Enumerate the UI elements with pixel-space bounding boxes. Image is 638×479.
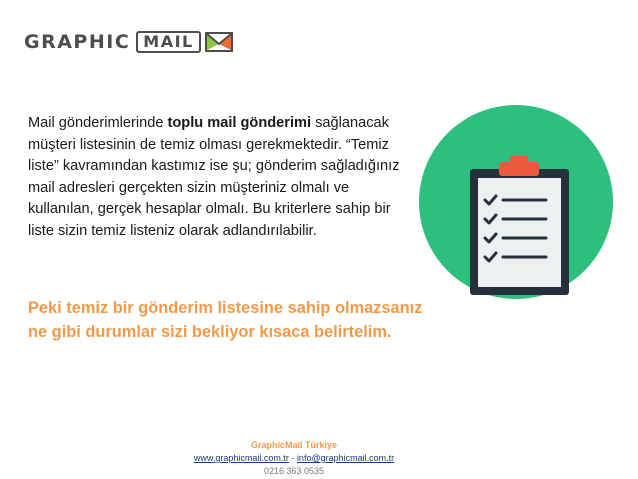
- brand-logo: [24, 30, 233, 54]
- intro-bold-phrase: toplu mail gönderimi: [167, 115, 312, 131]
- footer-company: GraphicMail Türkiye: [250, 440, 338, 450]
- footer-links: [0, 452, 613, 465]
- clipboard-checklist-icon: [416, 102, 616, 302]
- envelope-icon: [205, 31, 233, 53]
- intro-paragraph: [28, 113, 413, 243]
- email-link[interactable]: info@graphicmail.com.tr: [296, 453, 395, 463]
- footer: [0, 439, 613, 478]
- website-link[interactable]: www.graphicmail.com.tr: [193, 453, 289, 463]
- footer-phone: 0216 363 0535: [263, 466, 325, 476]
- intro-text-before: Mail gönderimlerinde: [28, 115, 168, 131]
- logo-mail-text: MAIL: [136, 31, 200, 53]
- logo-graphic-text: GRAPHIC: [24, 31, 131, 53]
- highlight-text: Peki temiz bir gönderim listesine sahip olmazsanız ne gibi durumlar sizi bekliyor kısaca belirtelim.: [28, 299, 423, 341]
- intro-text-after: sağlanacak müşteri listesinin de temiz olması gerekmektedir. “Temiz liste” kavramından kastımız ise şu; gönderim sağladığınız mail adresleri gerçekten sizin müşteriniz olmalı ve kullanılan, gerçek hesaplar olmalı. Bu kriterlere sahip bir liste sizin temiz listeniz olarak adlandırılabilir.: [28, 115, 400, 239]
- footer-separator: -: [291, 453, 295, 463]
